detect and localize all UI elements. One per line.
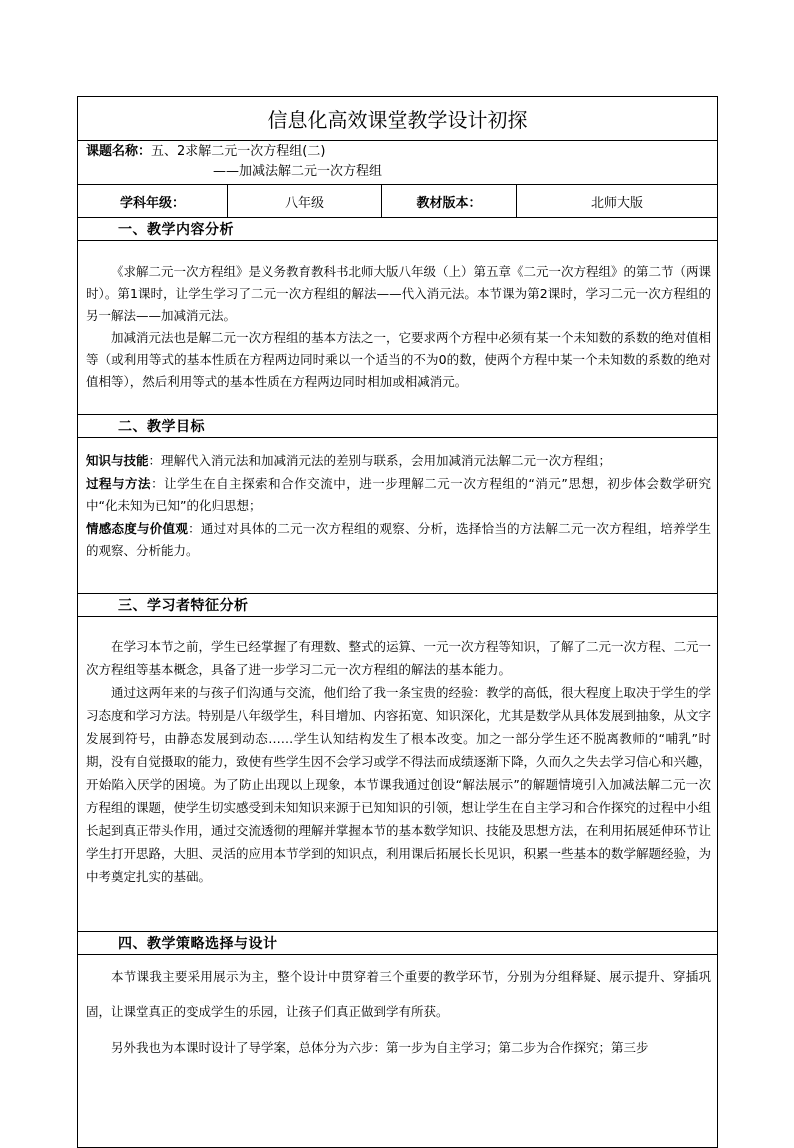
paragraph: 《求解二元一次方程组》是义务教育教科书北师大版八年级（上）第五章《二元一次方程组》的第二节（两课时）。第1课时，让学生学习了二元一次方程组的解法——代入消元法。本节课为第2课时，学习二元一次方程组的另一解法——加减消元法。: [86, 264, 712, 323]
objective-knowledge: [86, 450, 711, 473]
objective-emotion-text: ：通过对具体的二元一次方程组的观察、分析，选择恰当的方法解二元一次方程组，培养学生的观察、分析能力。: [86, 520, 711, 558]
paragraph: 通过这两年来的与孩子们沟通与交流，他们给了我一条宝贵的经验：教学的高低，很大程度上取决于学生的学习态度和学习方法。特别是八年级学生，科目增加、内容拓宽、知识深化，尤其是数学从具体发展到抽象，从文字发展到符号，由静态发展到动态……学生认知结构发生了根本改变。加之一部分学生还不脱离教师的“哺乳”时期，没有自觉摄取的能力，致使有些学生因不会学习或学不得法而成绩逐渐下降，久而久之失去学习信心和兴趣，开始陷入厌学的困境。为了防止出现以上现象，本节课我通过创设“解法展示”的解题情境引入加减法解二元一次方程组的课题，使学生切实感受到未知知识来源于已知知识的引领，想让学生在自主学习和合作探究的过程中小组长起到真正带头作用，通过交流透彻的理解并掌握本节的基本数学知识、技能及思想方法，在利用拓展延伸环节让学生打开思路，大胆、灵活的应用本节学到的知识点，利用课后拓展长长见识，积累一些基本的数学解题经验，为中考奠定扎实的基础。: [86, 685, 712, 884]
textbook-edition-value: 北师大版: [517, 185, 718, 218]
course-name-cell: [78, 141, 718, 185]
objective-emotion-label: 情感态度与价值观: [86, 520, 189, 536]
section-heading-teaching-objectives: 二、教学目标: [78, 415, 718, 438]
subject-grade-label: 学科年级：: [78, 185, 228, 218]
objective-process-label: 过程与方法: [86, 475, 152, 491]
section-body-teaching-objectives: [78, 438, 718, 594]
objective-emotion: [86, 518, 711, 563]
paragraph: 另外我也为本课时设计了导学案，总体分为六步：第一步为自主学习；第二步为合作探究；第三步: [111, 1040, 649, 1055]
lesson-plan-table: [77, 96, 718, 1148]
lesson-plan-document: [77, 96, 717, 1148]
course-name-label: 课题名称：: [86, 144, 152, 159]
paragraph: 本节课我主要采用展示为主，整个设计中贯穿着三个重要的教学环节，分别为分组释疑、展示提升、穿插巩固，让课堂真正的变成学生的乐园，让孩子们真正做到学有所获。: [86, 969, 711, 1019]
section-heading-teaching-strategy: 四、教学策略选择与设计: [78, 932, 718, 955]
course-name-line2: ——加减法解二元一次方程组: [213, 164, 383, 179]
paragraph: 在学习本节之前，学生已经掌握了有理数、整式的运算、一元一次方程等知识，了解了二元一次方程、二元一次方程组等基本概念，具备了进一步学习二元一次方程组的解法的基本能力。: [86, 639, 712, 677]
paragraph: 加减消元法也是解二元一次方程组的基本方法之一，它要求两个方程中必须有某一个未知数的系数的绝对值相等（或利用等式的基本性质在方程两边同时乘以一个适当的不为0的数，使两个方程中某一个未知数的系数的绝对值相等），然后利用等式的基本性质在方程两边同时相加或相减消元。: [86, 330, 712, 389]
document-title: 信息化高效课堂教学设计初探: [78, 97, 718, 141]
section-body-content-analysis: [78, 241, 718, 415]
objective-process-text: ：让学生在自主探索和合作交流中，进一步理解二元一次方程组的“消元”思想，初步体会数学研究中“化未知为已知”的化归思想；: [86, 475, 711, 513]
subject-grade-value: 八年级: [228, 185, 382, 218]
section-heading-learner-analysis: 三、学习者特征分析: [78, 594, 718, 617]
section-body-learner-analysis: [78, 617, 718, 932]
objective-knowledge-label: 知识与技能: [86, 453, 149, 468]
objective-process: [86, 473, 711, 518]
section-heading-content-analysis: 一、教学内容分析: [78, 218, 718, 241]
course-name-line1: 五、2求解二元一次方程组(二): [151, 144, 326, 159]
textbook-edition-label: 教材版本：: [382, 185, 517, 218]
section-body-teaching-strategy: [78, 955, 718, 1148]
objective-knowledge-text: ：理解代入消元法和加减消元法的差别与联系，会用加减消元法解二元一次方程组；: [148, 453, 612, 468]
